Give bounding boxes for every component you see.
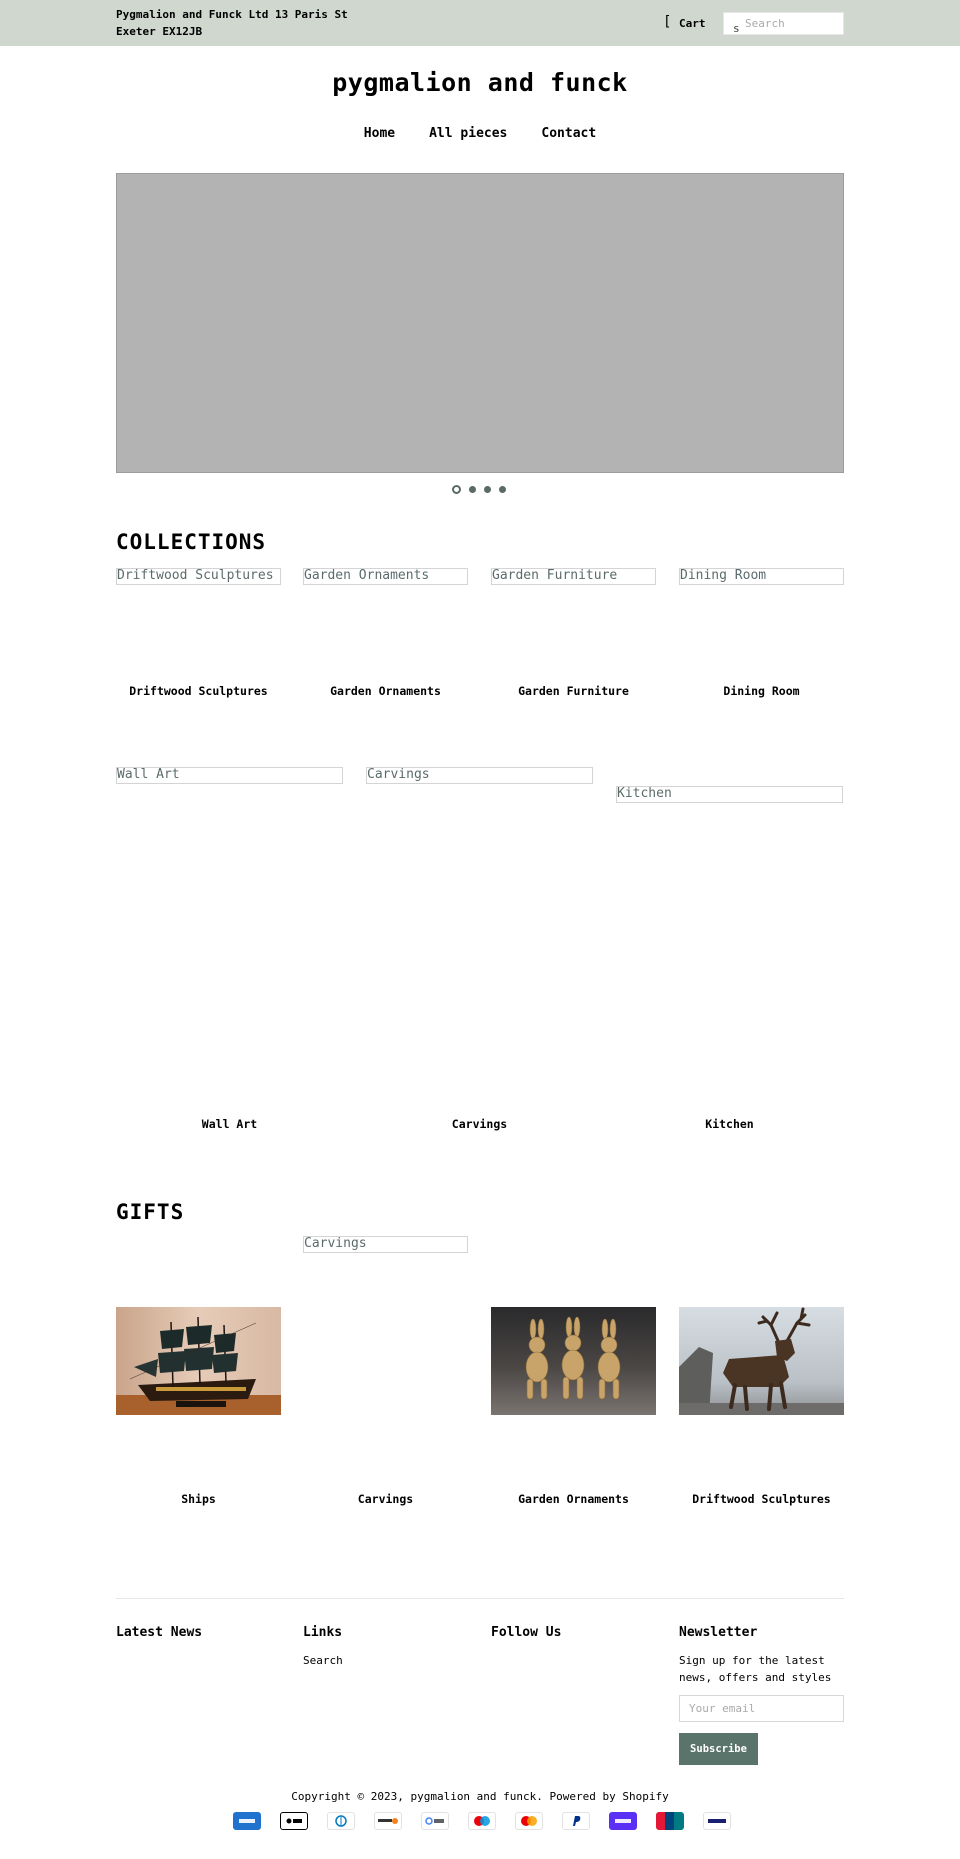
footer-newsletter-title: Newsletter <box>679 1625 758 1640</box>
slide-dot-4[interactable] <box>499 486 506 493</box>
stag-image[interactable] <box>679 1307 844 1415</box>
footer-divider <box>116 1598 844 1599</box>
collections-title: COLLECTIONS <box>116 530 267 554</box>
main-nav <box>0 126 960 141</box>
collection-label[interactable]: Kitchen <box>705 1117 754 1131</box>
collection-label[interactable]: Driftwood Sculptures <box>129 684 268 698</box>
gift-label[interactable]: Driftwood Sculptures <box>692 1492 831 1506</box>
footer-follow-us-title: Follow Us <box>491 1625 562 1640</box>
slide-dot-3[interactable] <box>484 486 491 493</box>
footer-link-search[interactable]: Search <box>303 1654 343 1667</box>
diners-icon <box>327 1812 355 1830</box>
collection-image-alt[interactable]: Carvings <box>366 767 593 784</box>
paypal-icon <box>562 1812 590 1830</box>
payment-icons <box>233 1812 731 1830</box>
nav-contact[interactable]: Contact <box>541 126 597 141</box>
union-pay-icon <box>656 1812 684 1830</box>
visa-icon <box>703 1812 731 1830</box>
slideshow-slide[interactable] <box>116 173 844 473</box>
maestro-icon <box>468 1812 496 1830</box>
store-address <box>116 6 356 40</box>
gift-label[interactable]: Carvings <box>357 1492 414 1506</box>
collection-image-alt[interactable]: Garden Furniture <box>491 568 656 585</box>
collection-image-alt[interactable]: Kitchen <box>616 786 843 803</box>
cart-icon[interactable]: [ <box>663 14 672 30</box>
shop-pay-icon <box>609 1812 637 1830</box>
collection-image-alt[interactable]: Wall Art <box>116 767 343 784</box>
google-pay-icon <box>421 1812 449 1830</box>
amex-icon <box>233 1812 261 1830</box>
nav-all-pieces[interactable]: All pieces <box>429 126 508 141</box>
gift-image-alt[interactable]: Carvings <box>303 1236 468 1253</box>
collection-label[interactable]: Garden Ornaments <box>330 684 441 698</box>
cart-link[interactable]: Cart <box>679 17 706 30</box>
footer-links-title: Links <box>303 1625 343 1640</box>
address-line-1: Pygmalion and Funck Ltd 13 Paris St <box>116 8 348 21</box>
newsletter-email-input[interactable] <box>679 1695 844 1722</box>
subscribe-button[interactable]: Subscribe <box>679 1733 758 1765</box>
apple-pay-icon <box>280 1812 308 1830</box>
slide-dot-2[interactable] <box>469 486 476 493</box>
footer-latest-news-title: Latest News <box>116 1625 203 1640</box>
gifts-title: GIFTS <box>116 1200 185 1224</box>
nav-home[interactable]: Home <box>363 126 396 141</box>
search-icon[interactable]: s <box>733 22 740 35</box>
gift-label[interactable]: Ships <box>181 1492 216 1506</box>
address-line-2: Exeter EX12JB <box>116 25 203 38</box>
search-input[interactable] <box>745 13 841 33</box>
collection-image-alt[interactable]: Driftwood Sculptures <box>116 568 281 585</box>
collection-label[interactable]: Carvings <box>451 1117 508 1131</box>
collection-label[interactable]: Dining Room <box>723 684 800 698</box>
collection-image-alt[interactable]: Dining Room <box>679 568 844 585</box>
slide-dot-1[interactable] <box>452 485 461 494</box>
newsletter-text: Sign up for the latest news, offers and styles <box>679 1654 832 1684</box>
hares-image[interactable] <box>491 1307 656 1415</box>
gift-label[interactable]: Garden Ornaments <box>518 1492 629 1506</box>
mastercard-icon <box>515 1812 543 1830</box>
collection-image-alt[interactable]: Garden Ornaments <box>303 568 468 585</box>
collection-label[interactable]: Garden Furniture <box>518 684 629 698</box>
discover-icon <box>374 1812 402 1830</box>
site-title[interactable]: pygmalion and funck <box>332 68 628 97</box>
collection-label[interactable]: Wall Art <box>201 1117 258 1131</box>
copyright: Copyright © 2023, pygmalion and funck. Powered by Shopify <box>291 1790 669 1803</box>
slideshow-dots <box>452 485 506 494</box>
ship-image[interactable] <box>116 1307 281 1415</box>
